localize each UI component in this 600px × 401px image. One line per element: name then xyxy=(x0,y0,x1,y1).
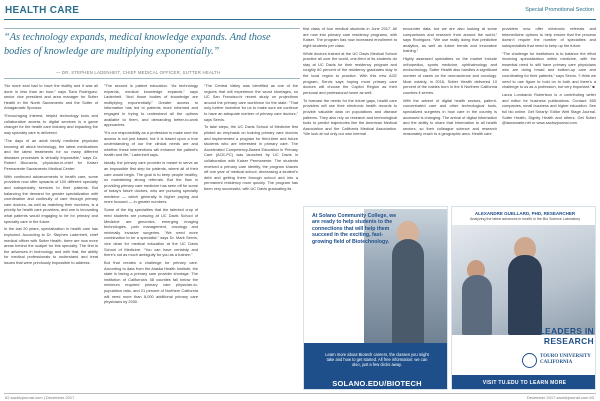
article-paragraph: first class of four medical students in June 2017. All are now into primary care residency programs, with Kaiser. The program has now increased enrollment to eight students per class. xyxy=(303,26,397,48)
section-header xyxy=(0,0,600,22)
article-paragraph: While doctors trained at the UC Davis Medical School practice all over the world, one-third of its students do stay at UC Davis for their residency program and roughly 60 percent of the residency graduates stay in the local region to practice. With this new ACE program, Servis says hoping more primary care doctors will choose the Capitol Region as their personal and professional home as well. xyxy=(303,50,397,95)
article-paragraph: Highly assessed specialties on the market include orthopedics, sports medicine, ophthalmology and endocrinology. Sutter Health also handles a significant number of cases on the neuroscience and oncology. Most notably, in 2016, Sutter Health delivered 10 percent of the babies born in the 6 Northern California counties it serves. xyxy=(403,56,497,95)
article-column-6 xyxy=(502,26,596,204)
article-paragraph: In the last 20 years, specialization in health care has exploded. According to Dr. Stephen Ladenheit, chief medical officer with Sutter Health, there are now more areas behind the scalpel for this specialty. The first is the advances in technology and with that, the ability for medical professionals to understand and treat issues that were previously impossible to address. xyxy=(4,226,98,265)
person-body xyxy=(462,275,492,335)
article-paragraph: To forecast the needs for the future gaps, health care providers will use their electronic health records to provide valuable data on populations and disease patterns. They also rely on research and technological tools to predict trajectories like the American Medical Association and the California Medical Association. “We look at not only our own internal xyxy=(303,97,397,137)
article-paragraph: providers now offer electronic referrals and telemedicine options to help ensure that the process doesn’t require the number of specialties and subspecialists that need to keep up the future. xyxy=(502,26,596,48)
person-body xyxy=(392,239,424,347)
solano-biotech-ad[interactable] xyxy=(303,206,448,390)
pullquote-top-rule xyxy=(4,28,300,29)
ad-touro-leaders-text: LEADERS IN RESEARCH xyxy=(539,326,594,346)
touro-logo-icon xyxy=(522,353,537,368)
ad-solano-body: Learn more about Biotech careers, the classes you might take and how to get started. All free information: we can also, just a few clicks away. xyxy=(325,352,429,367)
pullquote-attribution: — DR. STEPHEN LADENHEIT, CHIEF MEDICAL OFFICER, SUTTER HEALTH xyxy=(56,70,221,75)
ad-solano-url[interactable]: SOLANO.EDU/BIOTECH xyxy=(332,379,422,388)
ad-touro-researcher-name: ALEXANDRE GUELLARD, PHD, RESEARCHER xyxy=(474,211,576,216)
ad-solano-headline: At Solano Community College, we are ready to help students to the connections that will help them succeed in the exciting, fast-growing field of Biotechnology. xyxy=(312,213,397,245)
article-column-2 xyxy=(104,83,198,388)
touro-logo xyxy=(522,351,592,371)
article-column-3 xyxy=(204,83,298,388)
article-paragraph: encounter data, but we are also looking at some comparisons and research from around the world,” says Rodriguez. “We use really doing that predictive analytics, as well as future trends and innovative training.” xyxy=(403,26,497,54)
section-title: HEALTH CARE xyxy=(5,5,80,16)
ad-researcher-photo xyxy=(452,225,596,335)
special-section-label: Special Promotional Section xyxy=(525,7,594,13)
article-column-1 xyxy=(4,83,98,388)
pullquote-bottom-rule xyxy=(4,78,300,79)
article-paragraph: Ideally, the primary care provider is meant to serve as an impossible first step for patients, where all of their care would begin. The goal is to keep people healthy, so maintaining strong referrals. But the flow in providing primary care medicine has seen off for some of today’s future doctors, who are pursuing specialty medicine — which generally is higher paying and more focused — in greater numbers. xyxy=(104,160,198,205)
ad-touro-subtitle: Analyzing the latest advances in health in the Bio Science Laboratory xyxy=(469,217,581,221)
footer-divider xyxy=(4,393,596,394)
article-paragraph: “Encouraging interest, helpful technology tools and collaborative access to digital services is a game changer for the health care industry and impacting the way specialty care is delivered. xyxy=(4,113,98,136)
article-paragraph: “The second is patient education. “As technology expands, medical knowledge expands,” says Ladenheit. “And those bodies of knowledge are multiplying exponentially.” Greater access to information has led to patients more informed and engaged in trying to understand all the options available to them, and demanding better-to-work approaches. xyxy=(104,83,198,128)
article-paragraph: With the advent of digital health sectors, patient-concentrated care and other technological tools, specialized surgeries in how care in the country is accessed is changing. The arrival of digital information and the ability to share that information to all health sectors, so their colleague science and research reasonably reach to a geographic area. Health care xyxy=(403,97,497,137)
article-paragraph: “The challenge for institutions is to balance the effort involving specialization within medicine, with the essential need to still have primary care physicians who are doing broad and bottom-up care and coordinating for their patients,” says Servis. “I think we need to use figure to hold on to both and there’s a challenge to us as a profession, but very important.” ■ xyxy=(502,50,596,90)
pullquote: “As technology expands, medical knowledge expands. And those bodies of knowledge are multiplying exponentially.” xyxy=(4,32,271,57)
footer-left-folio: 62 sacbizjournal.com | December 2017 xyxy=(5,395,75,400)
footer-right-folio: December 2017 sacbizjournal.com 63 xyxy=(526,395,594,400)
article-paragraph: “The Central Valley was identified as one of the regions that will experience the worst shortages, so UC San Francisco’s recent study on projections around the primary care workforce for the state. “That only further incentive for us to make sure we continue to have an adequate number of primary care doctors,” says Servis. xyxy=(204,83,298,122)
article-column-5 xyxy=(403,26,497,204)
article-paragraph: “No more zeal had to have the facility and it was all done in less than an hour,” says Tiara Rodriguez, senior vice president and area manager for Sutter Health in the North Sacramento and the Sutter of Amagamatic Sponsor. xyxy=(4,83,98,111)
article-paragraph: “The days of an adult family medicine physician knowing all about technology, the latest medications and the latest treatments for so many different diseases processes is virtually impossible,” says Dr. Robert Nkonzela, physician-in-chief for Kaiser Permanente Sacramento Medical Center. xyxy=(4,137,98,171)
article-paragraph: Laura Lombardo Robertson is a contributing writer and editor for business publications. Contact: 555 companies, small business and higher education. See full bio online. Get Smarty: Editor Well Stage Journal. Sutter Health, Dignity Health and others. Get Sutter @lauramarie.net or www.sacbizjournal.com. xyxy=(502,92,596,126)
person-body xyxy=(508,255,542,335)
article-paragraph: With continued advancements in health care, some providers now offer upwards of 100 different specialty and subspecialty services to their patients. But balancing the demand for greater specialization with coordination and continuity of care through primary care doctors, as well as matching their numbers, is a priority for health care providers, and one is innovating what patients would engaging to be for primary and specialty care in the future. xyxy=(4,173,98,224)
article-paragraph: But that creates a challenge for primary care. According to data from the Alaska Health Institute, the state is facing a primary care provider shortage. The institution of California’s 58 counties fall below the minimum required primary care physician-to-population ratio, and 21 percent of Northern California will need more than 8,000 additional primary care physicians by 2030. xyxy=(104,260,198,305)
header-divider xyxy=(4,19,596,20)
ad-touro-cta-link[interactable]: VISIT TU.EDU TO LEARN MORE xyxy=(482,380,567,386)
article-paragraph: To take steps, the UC Davis School of Medicine first piloted an emphasis on training primary care doctors and implemented a program for third-time and future students who are interested in primary care. The Accelerated Competency-Based Education in Primary Care (ACE-PC) was launched by UC Davis in collaboration with Kaiser Permanente. The students received a primary care identity, the program shaves off one year of medical school, decreasing a student’s debt and getting them through school and into a permanent residency more quickly. The program has been very successful, with UC Davis graduating its xyxy=(204,124,298,191)
touro-logo-text: TOURO UNIVERSITY CALIFORNIA xyxy=(540,354,591,365)
article-column-4 xyxy=(303,26,397,204)
article-paragraph: Some of the big specialties that the talented crop of med students are pursuing at UC Davis School of Medicine are genomics, emerging imaging technologies, pain management, oncology and minimally invasive surgeries. “We need more combination to be a specialist,” says Dr. Mark Servis, vice dean for medical education at the UC Davis School of Medicine. “You can have certainty and there’s not as much ambiguity for you as a trainee.” xyxy=(104,207,198,258)
article-paragraph: “It’s our responsibility as a profession to make sure the access is not just based, but it is based upon a true understanding of our the clinical needs are and whether these interventions will enhance the patient’s health and life,” Ladenheit says. xyxy=(104,130,198,158)
touro-university-ad[interactable] xyxy=(451,206,596,390)
